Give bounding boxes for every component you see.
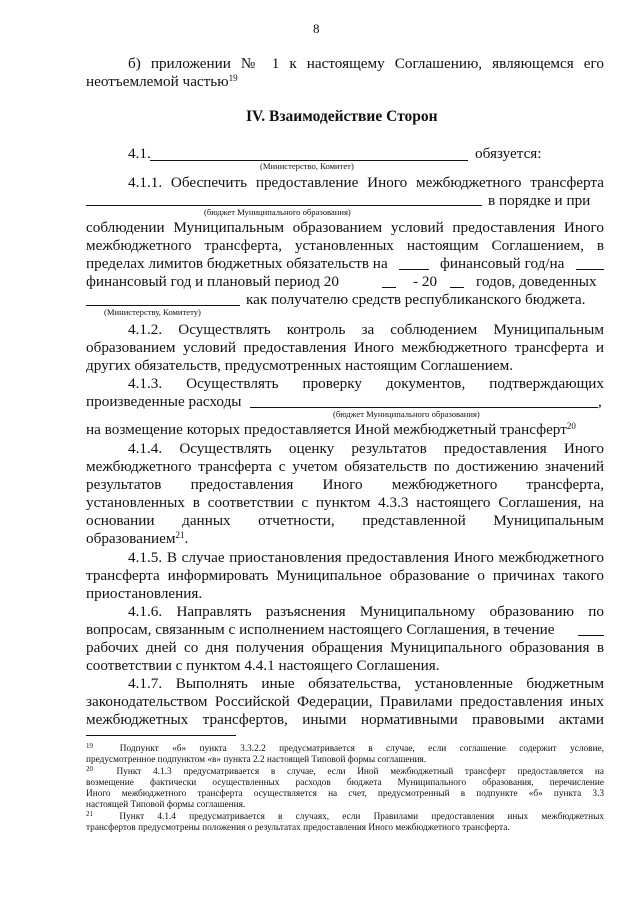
- p417-line-2: законодательством Российской Федерации, Правилами предоставления иных: [86, 693, 604, 710]
- p417-line-1: 4.1.7. Выполнять иные обязательства, установленные бюджетным: [128, 675, 604, 692]
- p411-period-blank-2: [450, 287, 464, 288]
- p411-line-5b: финансовый год/на: [440, 255, 565, 272]
- p41-verb: обязуется:: [475, 145, 542, 162]
- footnote-21-text-1: Пункт 4.1.4 предусматривается в случаях, если Правилами предоставления иных межбюджетных: [119, 812, 604, 822]
- footnote-ref-21: 21: [175, 530, 185, 540]
- p414-line-5: основании данных отчетности, представленной Муниципальным: [86, 512, 604, 529]
- footnote-21-line-1: [86, 812, 604, 823]
- footnote-separator: [86, 735, 236, 736]
- footnote-ref-19: 19: [228, 73, 238, 83]
- p411-line-6b: - 20: [413, 273, 438, 290]
- p415-line-2: трансферта информировать Муниципальное образование о причинах такого: [86, 567, 604, 584]
- intro-line-1: б) приложении № 1 к настоящему Соглашению, являющемся его: [128, 55, 604, 72]
- p411-line-6c: годов, доведенных: [476, 273, 597, 290]
- p413-comma: ,: [598, 393, 602, 410]
- p411-year-blank: [399, 269, 429, 270]
- p416-line-1: 4.1.6. Направлять разъяснения Муниципальному образованию по: [128, 603, 604, 620]
- footnote-20-line-4: настоящей Типовой формы соглашения.: [86, 800, 246, 810]
- p413-caption: (бюджет Муниципального образования): [333, 409, 480, 419]
- p411-line-5a: пределах лимитов бюджетных обязательств на: [86, 255, 388, 272]
- p41-caption: (Министерство, Комитет): [260, 161, 354, 171]
- footnote-20-line-3: Иного межбюджетного трансферта осуществляется на счет, предусмотренный в подпункте «б» пункта 3.3: [86, 789, 604, 799]
- footnote-21-number: 21: [86, 810, 93, 818]
- p414-line-1: 4.1.4. Осуществлять оценку результатов предоставления Иного: [128, 440, 604, 457]
- p416-line-3: рабочих дней со дня получения обращения Муниципального образования в: [86, 639, 604, 656]
- p413-budget-blank: [250, 407, 598, 408]
- p411-caption-ministry: (Министерству, Комитету): [104, 307, 201, 317]
- p411-line-6a: финансовый год и плановый период 20: [86, 273, 339, 290]
- p413-line-3-text: на возмещение которых предоставляется Иной межбюджетный трансферт: [86, 421, 567, 438]
- p411-line-7-tail: как получателю средств республиканского бюджета.: [246, 291, 586, 308]
- footnote-19-line-1: [86, 744, 604, 755]
- footnote-20-line-2: возмещение фактически осуществленных расходов бюджета Муниципального образования, перечисление: [86, 778, 604, 788]
- p412-line-1: 4.1.2. Осуществлять контроль за соблюдением Муниципальным: [128, 321, 604, 338]
- p411-period-blank-1: [382, 287, 396, 288]
- p414-line-3: результатов предоставления Иного межбюджетного трансферта,: [86, 476, 604, 493]
- p413-line-1: 4.1.3. Осуществлять проверку документов, подтверждающих: [128, 375, 604, 392]
- p413-line-3: [86, 421, 576, 439]
- p411-line-4: межбюджетного трансферта, установленных настоящим Соглашением, в: [86, 237, 604, 254]
- intro-line-2-text: неотъемлемой частью: [86, 73, 229, 90]
- p416-line-2: вопросам, связанным с исполнением настоящего Соглашения, в течение: [86, 621, 555, 638]
- p416-days-blank: [578, 635, 604, 636]
- p415-line-1: 4.1.5. В случае приостановления предоставления Иного межбюджетного: [128, 549, 604, 566]
- p411-budget-blank: [86, 205, 482, 206]
- p411-line-1: 4.1.1. Обеспечить предоставление Иного межбюджетного трансферта: [128, 174, 604, 191]
- p413-line-2: произведенные расходы: [86, 393, 242, 410]
- p411-ministry-blank: [86, 305, 240, 306]
- footnote-19-number: 19: [86, 742, 93, 750]
- p411-line-3: соблюдении Муниципальным образованием условий предоставления Иного: [86, 219, 604, 236]
- footnote-20-text-1: Пункт 4.1.3 предусматривается в случае, если Иной межбюджетный трансферт предоставляется на: [116, 767, 604, 777]
- footnote-21-line-2: трансфертов предусмотрены положения о результатах предоставления Иного межбюджетного трансферта.: [86, 823, 510, 833]
- footnote-19-text-1: Подпункт «б» пункта 3.3.2.2 предусматривается в случае, если соглашение содержит условие,: [119, 744, 604, 754]
- p41-number: 4.1.: [128, 145, 151, 162]
- footnote-ref-20: 20: [566, 421, 576, 431]
- p416-line-4: соответствии с пунктом 4.4.1 настоящего Соглашения.: [86, 657, 440, 674]
- p411-caption-budget: (бюджет Муниципального образования): [204, 207, 351, 217]
- p417-line-3: межбюджетных трансфертов, иными нормативными правовыми актами: [86, 711, 604, 728]
- intro-line-2: [86, 73, 238, 91]
- p414-line-6-text: образованием: [86, 530, 176, 547]
- page-number: 8: [313, 21, 320, 36]
- p414-line-6: образованием$^{21}$.: [86, 530, 189, 547]
- footnote-19-line-2: предусмотренное подпунктом «в» пункта 2.2 настоящей Типовой формы соглашения.: [86, 755, 427, 765]
- p411-line-2-tail: в порядке и при: [488, 192, 591, 209]
- footnote-20-number: 20: [86, 765, 93, 773]
- p412-line-3: других обязательств, предусмотренных настоящим Соглашением.: [86, 357, 514, 374]
- p412-line-2: образованием условий предоставления Иного межбюджетного трансферта и: [86, 339, 604, 356]
- section-title: IV. Взаимодействие Сторон: [246, 108, 438, 125]
- p415-line-3: приостановления.: [86, 585, 203, 602]
- p414-line-4: установленных в соответствии с пунктом 4.3.3 настоящего Соглашения, на: [86, 494, 604, 511]
- footnote-20-line-1: [86, 767, 604, 778]
- p414-line-2: межбюджетного трансферта с учетом обязательств по достижению значений: [86, 458, 604, 475]
- p411-year-blank-2: [576, 269, 604, 270]
